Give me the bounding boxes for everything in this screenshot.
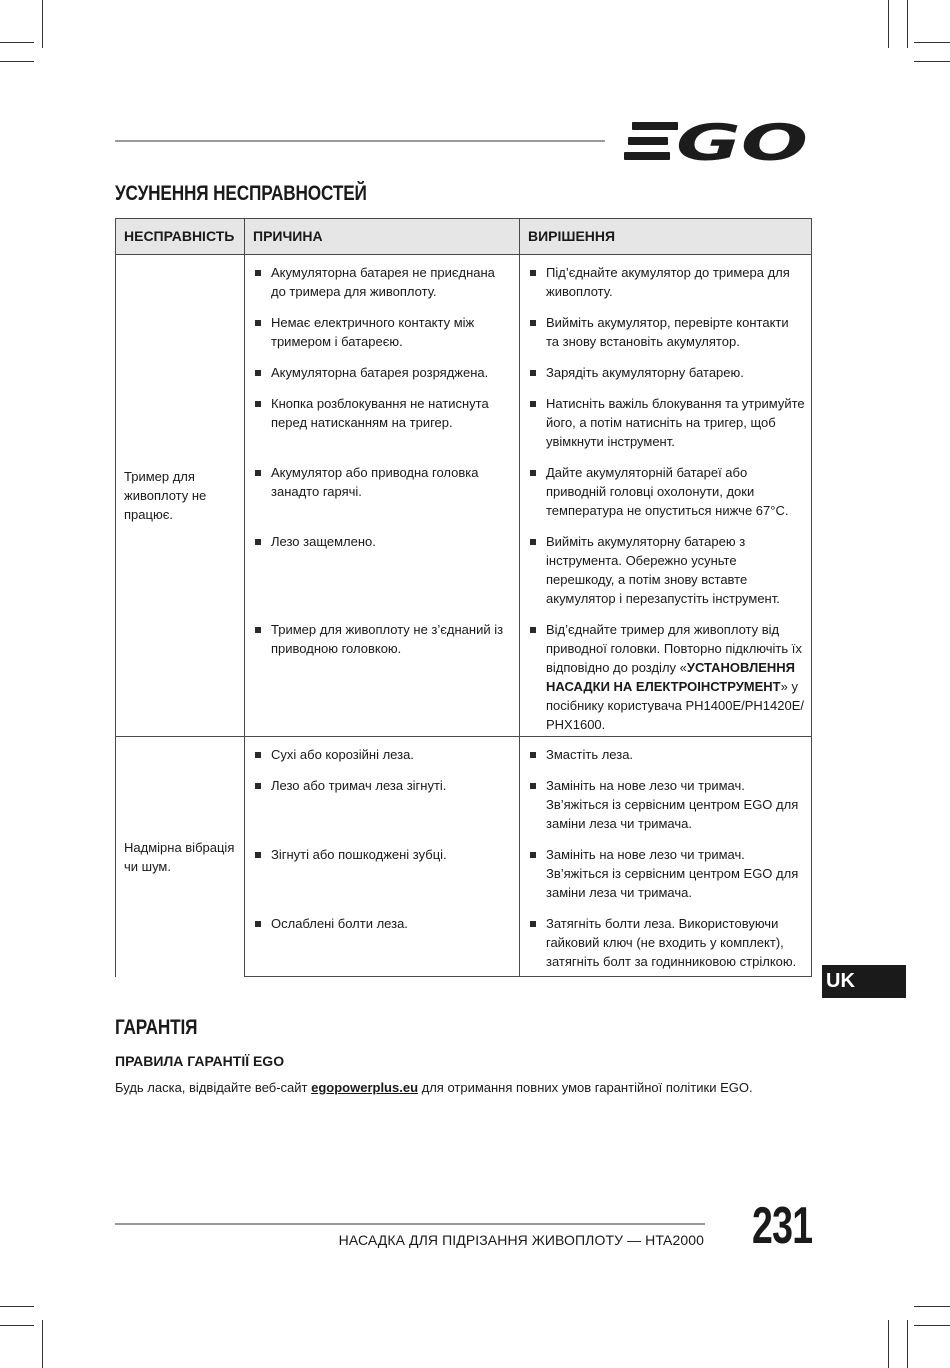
solution-text: » у посібнику користувача PH1400E/PH1420E/ PHX1600. [546, 679, 804, 732]
footer-rule [115, 1223, 705, 1225]
crop-mark [0, 1325, 34, 1326]
solution-cell [520, 737, 812, 777]
table-row [116, 737, 812, 777]
warranty-subtitle: ПРАВИЛА ГАРАНТІЇ EGO [115, 1053, 285, 1069]
fault-text: Тример для живоплоту не працює. [124, 469, 207, 522]
solution-cell [520, 463, 812, 532]
logo-e-bars [624, 122, 678, 160]
fault-cell [116, 255, 245, 737]
cause-item: Тример для живоплоту не з’єднаний із приводною головкою. [245, 620, 519, 658]
column-header-fault: НЕСПРАВНІСТЬ [116, 219, 245, 255]
cause-cell [245, 776, 520, 845]
cause-item: Акумуляторна батарея розряджена. [245, 363, 519, 382]
footer-product-name: НАСАДКА ДЛЯ ПІДРІЗАННЯ ЖИВОПЛОТУ — HTA2000 [338, 1232, 704, 1248]
solution-cell [520, 394, 812, 463]
cause-cell [245, 914, 520, 977]
cause-item: Немає електричного контакту між тримером і батареєю. [245, 313, 519, 351]
troubleshooting-title: УСУНЕННЯ НЕСПРАВНОСТЕЙ [115, 182, 367, 205]
cause-cell [245, 394, 520, 463]
warranty-text-end: для отримання повних умов гарантійної політики EGO. [418, 1080, 753, 1095]
cause-cell [245, 313, 520, 363]
crop-mark [914, 1306, 950, 1307]
table-header-row [116, 219, 812, 255]
solution-cell [520, 620, 812, 737]
crop-mark [0, 1306, 34, 1307]
solution-item: Зарядіть акумуляторну батарею. [520, 363, 811, 382]
section-reference: УСТАНОВЛЕННЯ НАСАДКИ НА ЕЛЕКТРОІНСТРУМЕНТ [546, 660, 796, 694]
solution-item [520, 620, 811, 734]
fault-text: Надмірна вібрація чи шум. [124, 839, 235, 874]
column-header-solution: ВИРІШЕННЯ [520, 219, 812, 255]
cause-cell [245, 737, 520, 777]
table-row [116, 255, 812, 314]
cause-cell [245, 463, 520, 532]
cause-cell [245, 620, 520, 737]
cause-item: Лезо защемлено. [245, 532, 519, 551]
crop-mark [888, 1320, 889, 1368]
cause-item: Сухі або корозійні леза. [245, 745, 519, 764]
cause-item: Лезо або тримач леза зігнуті. [245, 776, 519, 795]
crop-mark [914, 1325, 950, 1326]
solution-cell [520, 313, 812, 363]
crop-mark [42, 1320, 43, 1368]
crop-mark [0, 42, 34, 43]
solution-cell [520, 532, 812, 620]
warranty-text-start: Будь ласка, відвідайте веб-сайт [115, 1080, 312, 1095]
cause-cell [245, 532, 520, 620]
page-number: 231 [752, 1197, 813, 1255]
warranty-link[interactable]: egopowerplus.eu [311, 1080, 419, 1095]
solution-item: Вийміть акумуляторну батарею з інструмента. Обережно усуньте перешкоду, а потім знову вставте акумулятор і перезапустіть інструмент. [520, 532, 811, 608]
solution-cell [520, 914, 812, 977]
solution-item: Змастіть леза. [520, 745, 811, 764]
crop-mark [888, 0, 889, 48]
cause-item: Зігнуті або пошкоджені зубці. [245, 845, 519, 864]
crop-mark [914, 61, 950, 62]
solution-item: Замініть на нове лезо чи тримач. Зв’яжіться із сервісним центром EGO для заміни леза чи тримача. [520, 845, 811, 902]
cause-item: Акумуляторна батарея не приєднана до тримера для живоплоту. [245, 263, 519, 301]
svg-text:GO: GO [676, 118, 808, 164]
cause-item: Ослаблені болти леза. [245, 914, 519, 933]
troubleshooting-table [115, 218, 812, 977]
header-rule [115, 140, 605, 142]
cause-cell [245, 845, 520, 914]
crop-mark [0, 61, 34, 62]
ego-logo [620, 118, 812, 164]
solution-cell [520, 363, 812, 394]
column-header-cause: ПРИЧИНА [245, 219, 520, 255]
solution-item: Вийміть акумулятор, перевірте контакти та знову встановіть акумулятор. [520, 313, 811, 351]
cause-cell [245, 255, 520, 314]
warranty-paragraph [115, 1080, 753, 1095]
cause-item: Кнопка розблокування не натиснута перед натисканням на тригер. [245, 394, 519, 432]
solution-item: Дайте акумуляторній батареї або приводній головці охолонути, доки температура не опуститься нижче 67°C. [520, 463, 811, 520]
cause-cell [245, 363, 520, 394]
crop-mark [907, 0, 908, 48]
solution-item: Замініть на нове лезо чи тримач. Зв’яжіться із сервісним центром EGO для заміни леза чи тримача. [520, 776, 811, 833]
language-tab: UK [822, 965, 906, 998]
solution-cell [520, 845, 812, 914]
solution-cell [520, 255, 812, 314]
crop-mark [907, 1320, 908, 1368]
solution-item: Затягніть болти леза. Використовуючи гайковий ключ (не входить у комплект), затягніть болт за годинниковою стрілкою. [520, 914, 811, 971]
crop-mark [42, 0, 43, 48]
fault-cell [116, 737, 245, 977]
solution-item: Під’єднайте акумулятор до тримера для живоплоту. [520, 263, 811, 301]
solution-item: Натисніть важіль блокування та утримуйте його, а потім натисніть на тригер, щоб увімкнути інструмент. [520, 394, 811, 451]
crop-mark [914, 42, 950, 43]
cause-item: Акумулятор або приводна головка занадто гарячі. [245, 463, 519, 501]
solution-cell [520, 776, 812, 845]
solution-text: Від’єднайте тример для живоплоту від приводної головки. Повторно підключіть їх відповідно до розділу « [546, 622, 802, 675]
warranty-title: ГАРАНТІЯ [115, 1016, 198, 1039]
